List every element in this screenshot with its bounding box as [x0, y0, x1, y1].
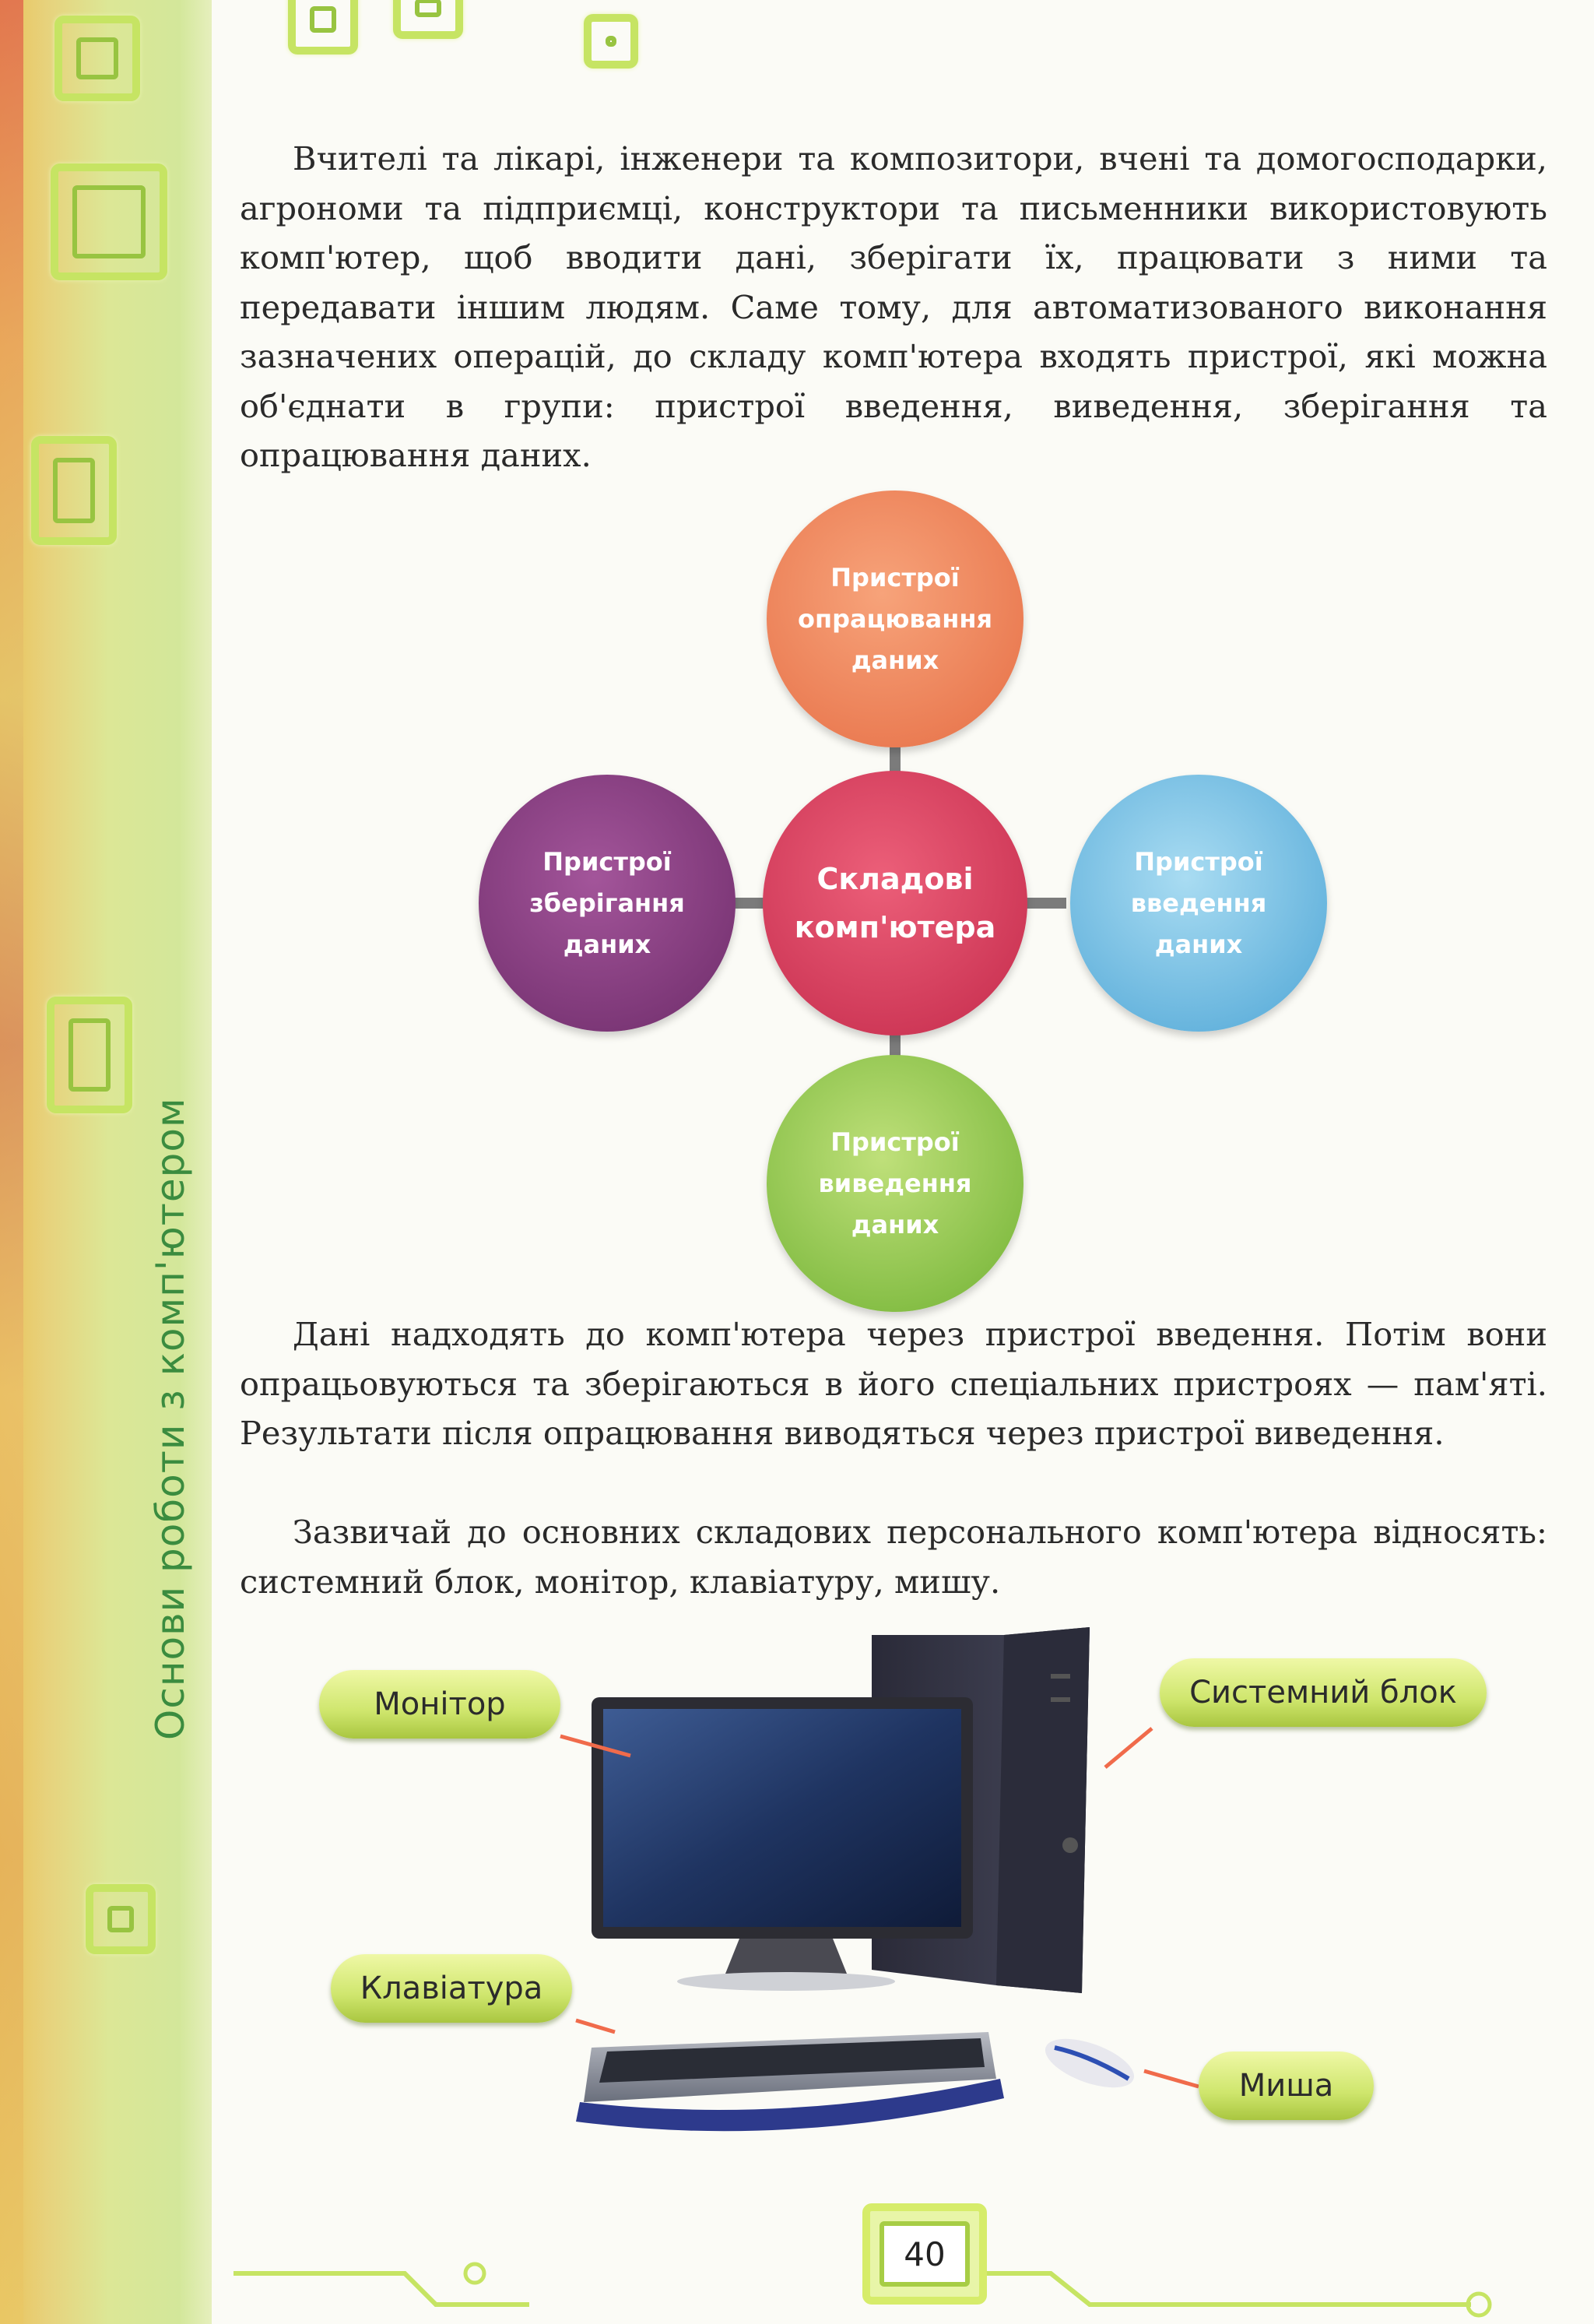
- computer-illustration: [304, 1612, 1518, 2141]
- sidebar: [0, 0, 212, 2324]
- label-keyboard-text: Клавіатура: [360, 1971, 543, 2006]
- sidebar-edge: [0, 0, 23, 2324]
- circle-center: [763, 771, 1027, 1035]
- circle-storage: [479, 775, 736, 1032]
- decor-square: [47, 997, 132, 1113]
- sidebar-title: Основи роботи з комп'ютером: [148, 1097, 193, 1740]
- decor-square: [86, 1884, 156, 1954]
- label-monitor: [319, 1670, 560, 1739]
- paragraph-3: Зазвичай до основних складових персонального комп'ютера відносять: системний блок, монітор, клавіатуру, мишу.: [240, 1513, 1547, 1601]
- circle-processing: [767, 490, 1023, 747]
- circle-storage-label: Пристрої зберігання даних: [529, 846, 685, 959]
- circle-center-label: Складові комп'ютера: [794, 862, 996, 944]
- label-keyboard: [331, 1954, 572, 2023]
- circle-output: [767, 1055, 1023, 1312]
- intro-paragraph: Вчителі та лікарі, інженери та композитори, вчені та домогосподарки, агрономи та підприємці, конструктори та письменники використовують комп'ютер, щоб вводити дані, зберігати їх, працювати з ними та передавати іншим людям. Саме тому, для автоматизованого виконання зазначених операцій, до складу комп'ютера входять пристрої, які можна об'єднати в групи: пристрої введення, виведення, зберігання та опрацювання даних.: [240, 139, 1547, 474]
- label-monitor-text: Монітор: [374, 1686, 506, 1722]
- label-system-unit-text: Системний блок: [1189, 1675, 1457, 1710]
- page-number: 40: [880, 2221, 970, 2287]
- label-mouse: [1199, 2052, 1374, 2120]
- mouse-shape: [1039, 2029, 1140, 2097]
- decor-square: [393, 0, 463, 39]
- components-diagram: [467, 490, 1323, 1308]
- decor-square: [584, 14, 638, 69]
- decor-square: [54, 16, 140, 101]
- circle-input-label: Пристрої введення даних: [1130, 846, 1267, 959]
- circle-input: [1070, 775, 1327, 1032]
- circle-processing-label: Пристрої опрацювання даних: [798, 562, 993, 675]
- label-system-unit: [1160, 1658, 1487, 1727]
- paragraph-2: Дані надходять до комп'ютера через пристрої введення. Потім вони опрацьовуються та зберігаються в його спеціальних пристроях — пам'яті. Результати після опрацювання виводяться через пристрої виведення.: [240, 1315, 1547, 1452]
- label-mouse-text: Миша: [1238, 2068, 1334, 2104]
- circle-output-label: Пристрої виведення даних: [818, 1127, 972, 1239]
- decor-square: [288, 0, 358, 54]
- decor-square: [51, 163, 167, 280]
- page-number-box: [862, 2203, 987, 2305]
- decor-square: [31, 436, 117, 545]
